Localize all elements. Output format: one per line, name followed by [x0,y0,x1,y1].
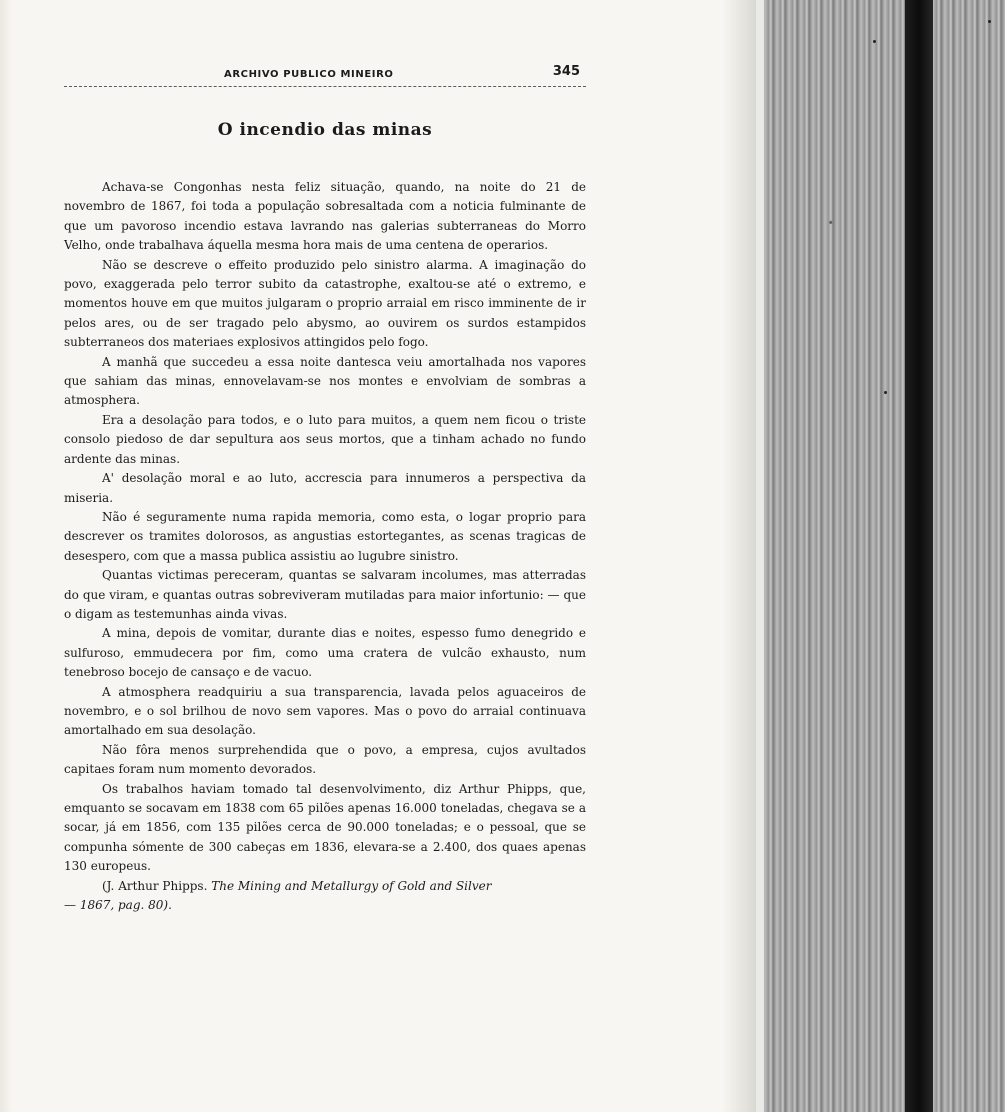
page-edge-shadow [0,0,12,1112]
book-gutter [722,0,756,1112]
citation-work: The Mining and Metallurgy of Gold and Silver [211,878,492,893]
citation-note [64,877,586,916]
citation-end: — 1867, pag. 80). [64,898,172,913]
page-number: 345 [552,64,580,79]
paragraph: Os trabalhos haviam tomado tal desenvolvimento, diz Arthur Phipps, que, emquanto se socavam em 1838 com 65 pilões apenas 16.000 toneladas, chegava se a socar, já em 1856, com 135 pilões cerca de 90.000 toneladas; e o pessoal, que se compunha sómente de 300 cabeças em 1836, elevara-se a 2.400, dos quaes apenas 130 europeus. [64,781,586,874]
scan-speck [884,391,887,394]
facing-page-dark-band [905,0,933,1112]
article-body [64,178,586,915]
article-title: O incendio das minas [217,120,433,140]
scan-speck [873,40,876,43]
paragraph: Não fôra menos surprehendida que o povo, a empresa, cujos avultados capitaes foram num momento devorados. [64,742,586,777]
paragraph: Quantas victimas pereceram, quantas se salvaram incolumes, mas atterradas do que viram, e quantas outras sobreviveram mutiladas para maior infortunio: — que o digam as testemunhas ainda vivas. [64,568,586,621]
paragraph: A manhã que succedeu a essa noite dantesca veiu amortalhada nos vapores que sahiam das minas, ennovelavam-se nos montes e envolviam de sombras a atmosphera. [64,354,586,408]
book-page [64,56,586,915]
paragraph: A' desolação moral e ao luto, accrescia para innumeros a perspectiva da miseria. [64,471,586,505]
journal-title: ARCHIVO PUBLICO MINEIRO [224,69,394,80]
facing-page-scan-noise [756,0,1005,1112]
paragraph: A mina, depois de vomitar, durante dias e noites, espesso fumo denegrido e sulfuroso, emmudecera por fim, como uma cratera de vulcão exhausto, num tenebroso bocejo de cansaço e de vacuo. [64,626,586,680]
paragraph: Não é seguramente numa rapida memoria, como esta, o logar proprio para descrever os tramites dolorosos, as angustias estortegantes, as scenas tragicas de desespero, com que a massa publica assistiu ao lugubre sinistro. [64,509,586,563]
citation-author: (J. Arthur Phipps. [102,878,208,893]
facing-page-edge [756,0,764,1112]
paragraph: Não se descreve o effeito produzido pelo sinistro alarma. A imaginação do povo, exaggerada pelo terror subito da catastrophe, exaltou-se até o extremo, e momentos houve em que muitos julgaram o proprio arraial em risco imminente de ir pelos ares, ou de ser tragado pelo abysmo, ao ouvirem os surdos estampidos subterraneos dos materiaes explosivos attingidos pelo fogo. [64,257,586,350]
running-header [64,56,586,87]
paragraph: A atmosphera readquiriu a sua transparencia, lavada pelos aguaceiros de novembro, e o sol brilhou de novo sem vapores. Mas o povo do arraial continuava amortalhado em sua desolação. [64,684,586,738]
paragraph: Achava-se Congonhas nesta feliz situação, quando, na noite do 21 de novembro de 1867, foi toda a população sobresaltada com a noticia fulminante de que um pavoroso incendio estava lavrando nas galerias subterraneas do Morro Velho, onde trabalhava áquella mesma hora mais de uma centena de operarios. [64,180,586,253]
scan-speck [988,20,991,23]
paragraph: Era a desolação para todos, e o luto para muitos, a quem nem ficou o triste consolo piedoso de dar sepultura aos seus mortos, que a tinham achado no fundo ardente das minas. [64,412,586,466]
